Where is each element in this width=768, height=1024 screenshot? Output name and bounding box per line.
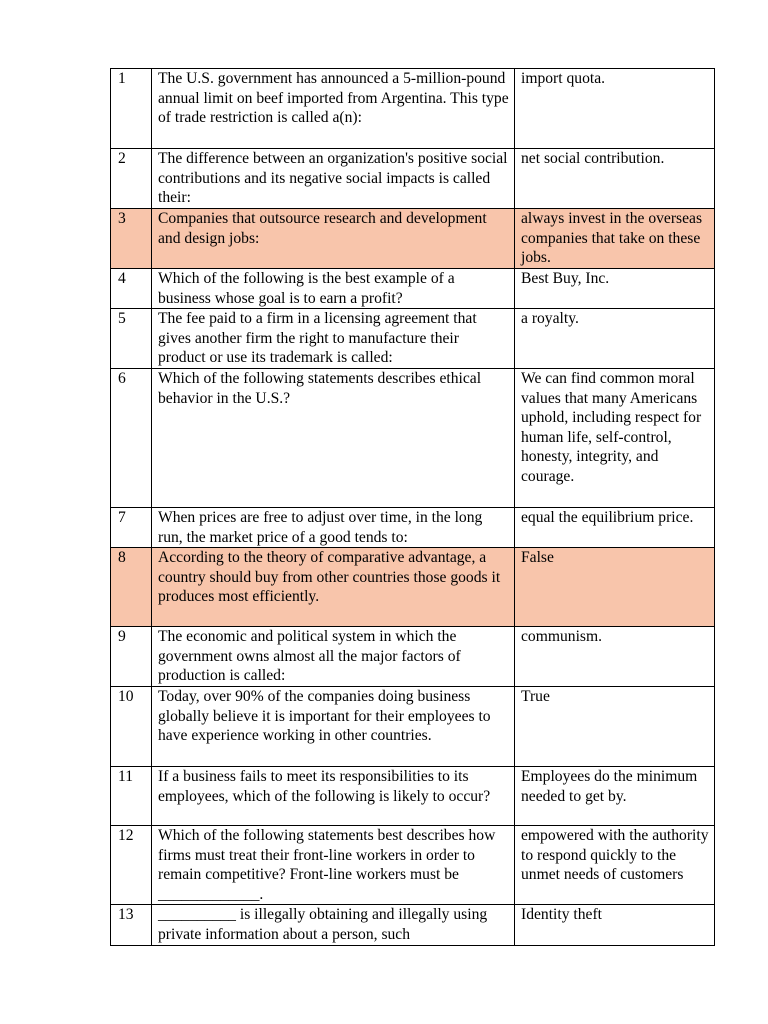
table-row [111,627,715,687]
table-row [111,905,715,945]
table-row [111,149,715,209]
answer-cell: always invest in the overseas companies that take on these jobs. [515,209,715,269]
row-number: 5 [111,309,152,369]
answer-cell: Identity theft [515,905,715,945]
question-cell: Which of the following is the best example of a business whose goal is to earn a profit? [152,269,515,309]
answer-cell: equal the equilibrium price. [515,507,715,547]
answer-cell: empowered with the authority to respond quickly to the unmet needs of customers [515,825,715,904]
quiz-answer-table [110,68,715,946]
table-row-highlighted [111,209,715,269]
answer-cell: import quota. [515,69,715,149]
answer-cell: False [515,548,715,627]
row-number: 10 [111,686,152,766]
table-row [111,766,715,825]
table-row-highlighted [111,548,715,627]
answer-cell: net social contribution. [515,149,715,209]
question-cell: The economic and political system in which the government owns almost all the major factors of production is called: [152,627,515,687]
answer-cell: communism. [515,627,715,687]
row-number: 6 [111,368,152,507]
table-row [111,269,715,309]
question-cell: According to the theory of comparative advantage, a country should buy from other countries those goods it produces most efficiently. [152,548,515,627]
question-cell: Today, over 90% of the companies doing business globally believe it is important for their employees to have experience working in other countries. [152,686,515,766]
table-row [111,686,715,766]
row-number: 2 [111,149,152,209]
answer-cell: Best Buy, Inc. [515,269,715,309]
row-number: 1 [111,69,152,149]
question-cell: The U.S. government has announced a 5-million-pound annual limit on beef imported from Argentina. This type of trade restriction is called a(n): [152,69,515,149]
answer-cell: We can find common moral values that many Americans uphold, including respect for human life, self-control, honesty, integrity, and courage. [515,368,715,507]
answer-cell: Employees do the minimum needed to get by. [515,766,715,825]
row-number: 11 [111,766,152,825]
row-number: 7 [111,507,152,547]
table-row [111,69,715,149]
question-cell: The difference between an organization's positive social contributions and its negative social impacts is called their: [152,149,515,209]
answer-cell: a royalty. [515,309,715,369]
table-row [111,309,715,369]
question-cell: Which of the following statements describes ethical behavior in the U.S.? [152,368,515,507]
question-cell: __________ is illegally obtaining and illegally using private information about a person, such [152,905,515,945]
row-number: 8 [111,548,152,627]
question-cell: The fee paid to a firm in a licensing agreement that gives another firm the right to manufacture their product or use its trademark is called: [152,309,515,369]
question-cell: When prices are free to adjust over time, in the long run, the market price of a good tends to: [152,507,515,547]
row-number: 13 [111,905,152,945]
table-row [111,507,715,547]
question-cell: If a business fails to meet its responsibilities to its employees, which of the following is likely to occur? [152,766,515,825]
row-number: 12 [111,825,152,904]
question-cell: Companies that outsource research and development and design jobs: [152,209,515,269]
row-number: 3 [111,209,152,269]
answer-cell: True [515,686,715,766]
row-number: 9 [111,627,152,687]
question-cell: Which of the following statements best describes how firms must treat their front-line workers in order to remain competitive? Front-line workers must be _____________. [152,825,515,904]
table-row [111,825,715,904]
row-number: 4 [111,269,152,309]
table-row [111,368,715,507]
